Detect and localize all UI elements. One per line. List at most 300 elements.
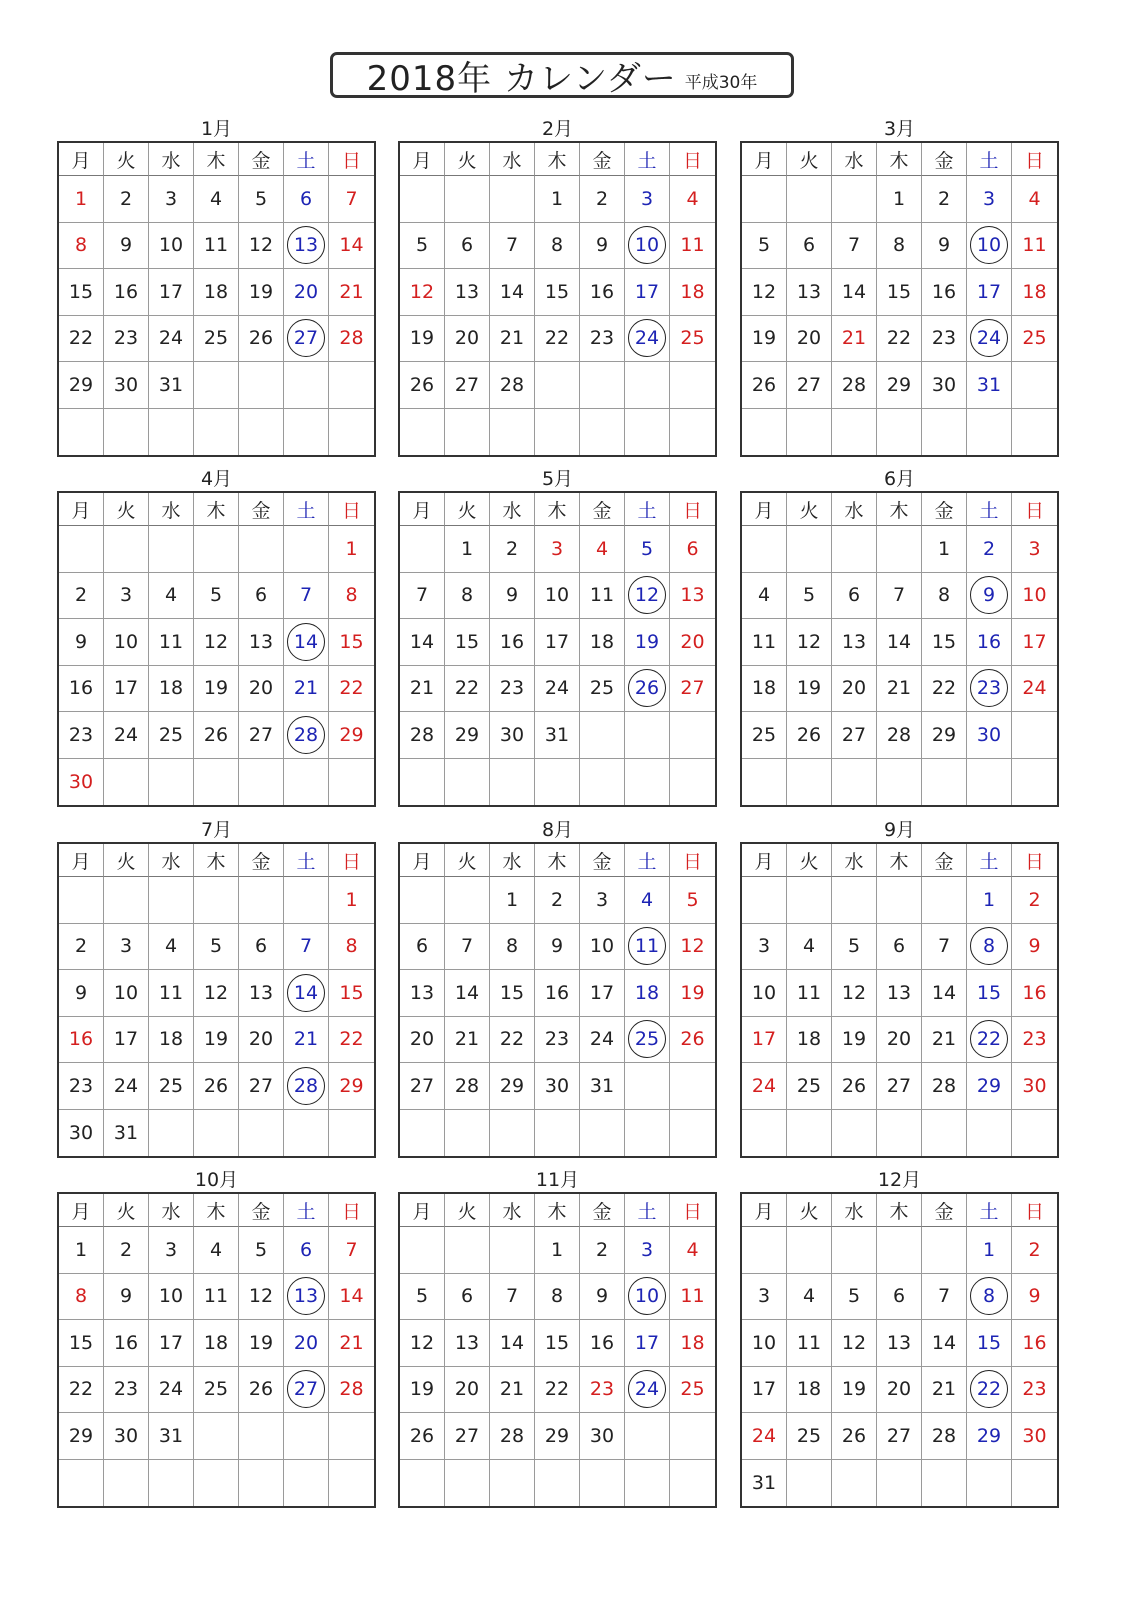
day-cell: 18 — [149, 666, 194, 713]
circled-day-marker: 10 — [628, 226, 666, 264]
day-cell: 31 — [967, 362, 1012, 409]
day-cell: 19 — [625, 619, 670, 666]
day-cell: 13 — [239, 619, 284, 666]
day-cell: 5 — [239, 176, 284, 223]
day-cell: 20 — [832, 666, 877, 713]
day-cell: 13 — [239, 970, 284, 1017]
empty-day-cell — [922, 1110, 967, 1157]
empty-day-cell — [967, 409, 1012, 456]
day-cell: 16 — [1012, 1320, 1057, 1367]
day-cell: 29 — [967, 1413, 1012, 1460]
day-cell: 7 — [877, 573, 922, 620]
day-cell: 22 — [922, 666, 967, 713]
weekday-header: 木 — [194, 143, 239, 176]
day-cell: 4 — [625, 877, 670, 924]
day-cell: 12 — [239, 223, 284, 270]
day-cell: 5 — [832, 924, 877, 971]
day-cell: 17 — [149, 1320, 194, 1367]
month-grid — [398, 141, 717, 457]
day-cell: 4 — [194, 1227, 239, 1274]
day-cell: 21 — [284, 666, 329, 713]
day-cell: 16 — [580, 1320, 625, 1367]
empty-day-cell — [625, 1110, 670, 1157]
empty-day-cell — [787, 1460, 832, 1507]
empty-day-cell — [742, 526, 787, 573]
day-cell: 23 — [1012, 1017, 1057, 1064]
day-cell: 23 — [580, 1367, 625, 1414]
month-grid — [57, 141, 376, 457]
empty-day-cell — [284, 1460, 329, 1507]
day-cell: 14 — [490, 1320, 535, 1367]
empty-day-cell — [445, 1460, 490, 1507]
empty-day-cell — [1012, 1460, 1057, 1507]
empty-day-cell — [400, 176, 445, 223]
day-cell: 16 — [922, 269, 967, 316]
empty-day-cell — [104, 1460, 149, 1507]
empty-day-cell — [742, 409, 787, 456]
month-label: 6月 — [883, 468, 916, 490]
empty-day-cell — [490, 759, 535, 806]
empty-day-cell — [787, 877, 832, 924]
day-cell: 12 — [832, 1320, 877, 1367]
empty-day-cell — [922, 1460, 967, 1507]
day-cell: 27 — [239, 712, 284, 759]
month-label: 3月 — [883, 118, 916, 140]
empty-day-cell — [400, 526, 445, 573]
empty-day-cell — [284, 526, 329, 573]
empty-day-cell — [445, 1227, 490, 1274]
day-cell: 2 — [967, 526, 1012, 573]
month-label: 8月 — [541, 819, 574, 841]
day-cell: 6 — [284, 176, 329, 223]
day-cell: 26 — [400, 362, 445, 409]
day-cell: 19 — [400, 1367, 445, 1414]
day-cell: 19 — [400, 316, 445, 363]
weekday-header: 木 — [194, 493, 239, 526]
day-cell: 17 — [967, 269, 1012, 316]
day-cell: 4 — [742, 573, 787, 620]
empty-day-cell — [670, 1063, 715, 1110]
empty-day-cell — [104, 877, 149, 924]
day-cell: 7 — [284, 573, 329, 620]
empty-day-cell — [535, 1460, 580, 1507]
weekday-header: 月 — [742, 844, 787, 877]
weekday-header: 金 — [580, 1194, 625, 1227]
day-cell: 3 — [104, 573, 149, 620]
day-cell: 13 — [670, 573, 715, 620]
day-cell: 20 — [284, 1320, 329, 1367]
day-cell: 11 — [670, 223, 715, 270]
day-cell: 21 — [922, 1017, 967, 1064]
weekday-header: 木 — [877, 493, 922, 526]
day-cell: 30 — [59, 1110, 104, 1157]
weekday-header: 土 — [967, 143, 1012, 176]
day-cell: 5 — [239, 1227, 284, 1274]
day-cell: 1 — [329, 877, 374, 924]
empty-day-cell — [625, 759, 670, 806]
day-cell: 23 — [59, 1063, 104, 1110]
empty-day-cell — [490, 1110, 535, 1157]
day-cell: 21 — [832, 316, 877, 363]
day-cell: 11 — [787, 970, 832, 1017]
empty-day-cell — [877, 1110, 922, 1157]
day-cell: 29 — [490, 1063, 535, 1110]
empty-day-cell — [104, 526, 149, 573]
day-cell: 22 — [490, 1017, 535, 1064]
weekday-header: 木 — [877, 143, 922, 176]
day-cell: 23 — [104, 1367, 149, 1414]
day-cell: 21 — [922, 1367, 967, 1414]
month-label: 11月 — [535, 1169, 580, 1191]
day-cell: 23 — [59, 712, 104, 759]
day-cell: 22 — [535, 1367, 580, 1414]
day-cell: 1 — [922, 526, 967, 573]
day-cell: 11 — [149, 970, 194, 1017]
day-cell: 26 — [832, 1413, 877, 1460]
day-cell: 25 — [742, 712, 787, 759]
month-grid — [740, 1192, 1059, 1508]
weekday-header: 金 — [922, 493, 967, 526]
empty-day-cell — [239, 759, 284, 806]
empty-day-cell — [670, 362, 715, 409]
day-cell: 10 — [149, 1274, 194, 1321]
day-cell: 19 — [832, 1367, 877, 1414]
weekday-header: 水 — [490, 1194, 535, 1227]
circled-day-marker: 26 — [628, 669, 666, 707]
empty-day-cell — [742, 176, 787, 223]
empty-day-cell — [787, 526, 832, 573]
empty-day-cell — [1012, 712, 1057, 759]
day-cell: 29 — [329, 712, 374, 759]
day-cell: 8 — [329, 924, 374, 971]
day-cell: 28 — [490, 1413, 535, 1460]
circled-day-marker: 24 — [628, 319, 666, 357]
day-cell: 1 — [967, 877, 1012, 924]
day-cell: 8 — [329, 573, 374, 620]
day-cell: 2 — [580, 176, 625, 223]
day-cell: 2 — [580, 1227, 625, 1274]
empty-day-cell — [149, 1110, 194, 1157]
day-cell: 21 — [445, 1017, 490, 1064]
weekday-header: 日 — [1012, 143, 1057, 176]
empty-day-cell — [149, 877, 194, 924]
day-cell: 31 — [742, 1460, 787, 1507]
day-cell — [284, 712, 329, 759]
weekday-header: 月 — [59, 1194, 104, 1227]
empty-day-cell — [625, 409, 670, 456]
day-cell: 8 — [922, 573, 967, 620]
day-cell: 13 — [445, 1320, 490, 1367]
day-cell: 9 — [104, 223, 149, 270]
day-cell: 30 — [535, 1063, 580, 1110]
weekday-header: 月 — [400, 844, 445, 877]
day-cell: 14 — [329, 1274, 374, 1321]
weekday-header: 土 — [284, 143, 329, 176]
empty-day-cell — [535, 759, 580, 806]
weekday-header: 火 — [104, 844, 149, 877]
day-cell: 24 — [104, 1063, 149, 1110]
day-cell: 12 — [194, 619, 239, 666]
empty-day-cell — [445, 759, 490, 806]
day-cell — [625, 1367, 670, 1414]
circled-day-marker: 24 — [628, 1370, 666, 1408]
day-cell: 29 — [445, 712, 490, 759]
day-cell: 15 — [967, 1320, 1012, 1367]
day-cell: 17 — [535, 619, 580, 666]
weekday-header: 土 — [284, 844, 329, 877]
day-cell: 28 — [832, 362, 877, 409]
day-cell: 13 — [877, 970, 922, 1017]
empty-day-cell — [922, 759, 967, 806]
day-cell: 25 — [580, 666, 625, 713]
day-cell: 15 — [445, 619, 490, 666]
month-grid — [398, 1192, 717, 1508]
day-cell: 20 — [284, 269, 329, 316]
day-cell: 28 — [922, 1413, 967, 1460]
circled-day-marker: 27 — [287, 1370, 325, 1408]
day-cell: 17 — [625, 269, 670, 316]
circled-day-marker: 22 — [970, 1020, 1008, 1058]
empty-day-cell — [877, 526, 922, 573]
empty-day-cell — [580, 1110, 625, 1157]
weekday-header: 月 — [400, 143, 445, 176]
weekday-header: 金 — [580, 143, 625, 176]
day-cell: 24 — [742, 1413, 787, 1460]
day-cell: 27 — [832, 712, 877, 759]
empty-day-cell — [194, 362, 239, 409]
weekday-header: 土 — [284, 493, 329, 526]
day-cell: 16 — [104, 1320, 149, 1367]
empty-day-cell — [742, 877, 787, 924]
month-label: 7月 — [200, 819, 233, 841]
empty-day-cell — [580, 362, 625, 409]
day-cell: 5 — [400, 223, 445, 270]
day-cell: 1 — [877, 176, 922, 223]
weekday-header: 金 — [239, 143, 284, 176]
empty-day-cell — [194, 1110, 239, 1157]
day-cell: 6 — [284, 1227, 329, 1274]
empty-day-cell — [490, 176, 535, 223]
weekday-header: 金 — [239, 844, 284, 877]
day-cell — [284, 1274, 329, 1321]
weekday-header: 木 — [194, 844, 239, 877]
empty-day-cell — [670, 1460, 715, 1507]
weekday-header: 木 — [877, 844, 922, 877]
day-cell: 15 — [329, 619, 374, 666]
day-cell: 9 — [580, 1274, 625, 1321]
day-cell: 24 — [149, 316, 194, 363]
weekday-header: 月 — [742, 1194, 787, 1227]
weekday-header: 日 — [329, 493, 374, 526]
day-cell: 17 — [104, 666, 149, 713]
weekday-header: 水 — [832, 143, 877, 176]
day-cell: 6 — [239, 573, 284, 620]
weekday-header: 水 — [490, 844, 535, 877]
weekday-header: 日 — [1012, 844, 1057, 877]
day-cell: 13 — [832, 619, 877, 666]
day-cell: 27 — [787, 362, 832, 409]
empty-day-cell — [239, 409, 284, 456]
empty-day-cell — [239, 877, 284, 924]
day-cell: 13 — [877, 1320, 922, 1367]
weekday-header: 日 — [329, 1194, 374, 1227]
day-cell: 15 — [535, 1320, 580, 1367]
empty-day-cell — [922, 877, 967, 924]
weekday-header: 土 — [625, 844, 670, 877]
day-cell: 2 — [59, 924, 104, 971]
weekday-header: 金 — [922, 143, 967, 176]
day-cell: 11 — [149, 619, 194, 666]
day-cell: 29 — [535, 1413, 580, 1460]
empty-day-cell — [670, 1413, 715, 1460]
weekday-header: 月 — [59, 143, 104, 176]
day-cell: 20 — [445, 1367, 490, 1414]
empty-day-cell — [670, 712, 715, 759]
day-cell: 3 — [1012, 526, 1057, 573]
day-cell: 15 — [877, 269, 922, 316]
empty-day-cell — [284, 409, 329, 456]
day-cell: 12 — [787, 619, 832, 666]
day-cell: 22 — [445, 666, 490, 713]
empty-day-cell — [832, 1460, 877, 1507]
day-cell: 16 — [59, 666, 104, 713]
empty-day-cell — [59, 877, 104, 924]
empty-day-cell — [194, 409, 239, 456]
day-cell: 1 — [445, 526, 490, 573]
day-cell: 10 — [104, 970, 149, 1017]
month-grid — [57, 491, 376, 807]
circled-day-marker: 24 — [970, 319, 1008, 357]
day-cell: 31 — [149, 1413, 194, 1460]
empty-day-cell — [1012, 362, 1057, 409]
day-cell: 20 — [877, 1017, 922, 1064]
day-cell: 5 — [670, 877, 715, 924]
day-cell — [284, 316, 329, 363]
weekday-header: 日 — [1012, 1194, 1057, 1227]
weekday-header: 火 — [445, 1194, 490, 1227]
day-cell: 16 — [535, 970, 580, 1017]
day-cell: 26 — [194, 712, 239, 759]
day-cell: 16 — [580, 269, 625, 316]
day-cell: 6 — [877, 924, 922, 971]
day-cell: 10 — [535, 573, 580, 620]
day-cell — [967, 573, 1012, 620]
day-cell: 18 — [670, 269, 715, 316]
day-cell — [967, 316, 1012, 363]
day-cell: 27 — [445, 362, 490, 409]
weekday-header: 水 — [490, 143, 535, 176]
day-cell: 14 — [877, 619, 922, 666]
day-cell: 7 — [490, 1274, 535, 1321]
empty-day-cell — [445, 1110, 490, 1157]
day-cell — [284, 223, 329, 270]
day-cell: 23 — [535, 1017, 580, 1064]
empty-day-cell — [490, 1460, 535, 1507]
day-cell: 23 — [922, 316, 967, 363]
empty-day-cell — [149, 526, 194, 573]
day-cell: 1 — [535, 176, 580, 223]
day-cell — [625, 1274, 670, 1321]
day-cell: 28 — [329, 1367, 374, 1414]
day-cell: 3 — [580, 877, 625, 924]
day-cell: 21 — [490, 1367, 535, 1414]
day-cell: 23 — [490, 666, 535, 713]
empty-day-cell — [877, 409, 922, 456]
day-cell: 2 — [1012, 877, 1057, 924]
month-grid — [740, 141, 1059, 457]
day-cell: 30 — [922, 362, 967, 409]
empty-day-cell — [787, 409, 832, 456]
empty-day-cell — [400, 877, 445, 924]
day-cell: 14 — [922, 1320, 967, 1367]
circled-day-marker: 23 — [970, 669, 1008, 707]
empty-day-cell — [149, 1460, 194, 1507]
empty-day-cell — [400, 759, 445, 806]
empty-day-cell — [580, 712, 625, 759]
day-cell: 6 — [787, 223, 832, 270]
day-cell: 19 — [670, 970, 715, 1017]
day-cell: 12 — [239, 1274, 284, 1321]
weekday-header: 金 — [239, 493, 284, 526]
weekday-header: 木 — [877, 1194, 922, 1227]
day-cell — [625, 666, 670, 713]
empty-day-cell — [149, 759, 194, 806]
day-cell: 20 — [787, 316, 832, 363]
day-cell: 30 — [1012, 1063, 1057, 1110]
circled-day-marker: 14 — [287, 623, 325, 661]
empty-day-cell — [400, 1227, 445, 1274]
day-cell: 11 — [194, 223, 239, 270]
empty-day-cell — [535, 1110, 580, 1157]
empty-day-cell — [787, 759, 832, 806]
empty-day-cell — [194, 759, 239, 806]
day-cell: 18 — [625, 970, 670, 1017]
calendar-title: 2018年 カレンダー — [366, 58, 677, 99]
day-cell: 19 — [832, 1017, 877, 1064]
empty-day-cell — [1012, 409, 1057, 456]
day-cell: 4 — [149, 573, 194, 620]
day-cell: 19 — [239, 1320, 284, 1367]
day-cell — [967, 666, 1012, 713]
weekday-header: 日 — [670, 143, 715, 176]
circled-day-marker: 28 — [287, 1067, 325, 1105]
day-cell: 10 — [580, 924, 625, 971]
day-cell: 14 — [922, 970, 967, 1017]
empty-day-cell — [329, 1110, 374, 1157]
day-cell: 22 — [329, 1017, 374, 1064]
empty-day-cell — [104, 409, 149, 456]
day-cell: 19 — [194, 1017, 239, 1064]
weekday-header: 水 — [149, 844, 194, 877]
weekday-header: 火 — [787, 844, 832, 877]
day-cell: 6 — [445, 223, 490, 270]
day-cell: 4 — [670, 1227, 715, 1274]
day-cell: 29 — [329, 1063, 374, 1110]
day-cell: 15 — [535, 269, 580, 316]
day-cell: 17 — [742, 1017, 787, 1064]
day-cell: 25 — [149, 1063, 194, 1110]
circled-day-marker: 11 — [628, 927, 666, 965]
empty-day-cell — [239, 1413, 284, 1460]
day-cell: 3 — [742, 924, 787, 971]
day-cell: 26 — [239, 316, 284, 363]
day-cell: 8 — [535, 1274, 580, 1321]
day-cell: 12 — [400, 1320, 445, 1367]
day-cell: 3 — [625, 1227, 670, 1274]
weekday-header: 日 — [329, 143, 374, 176]
empty-day-cell — [535, 409, 580, 456]
day-cell: 5 — [625, 526, 670, 573]
